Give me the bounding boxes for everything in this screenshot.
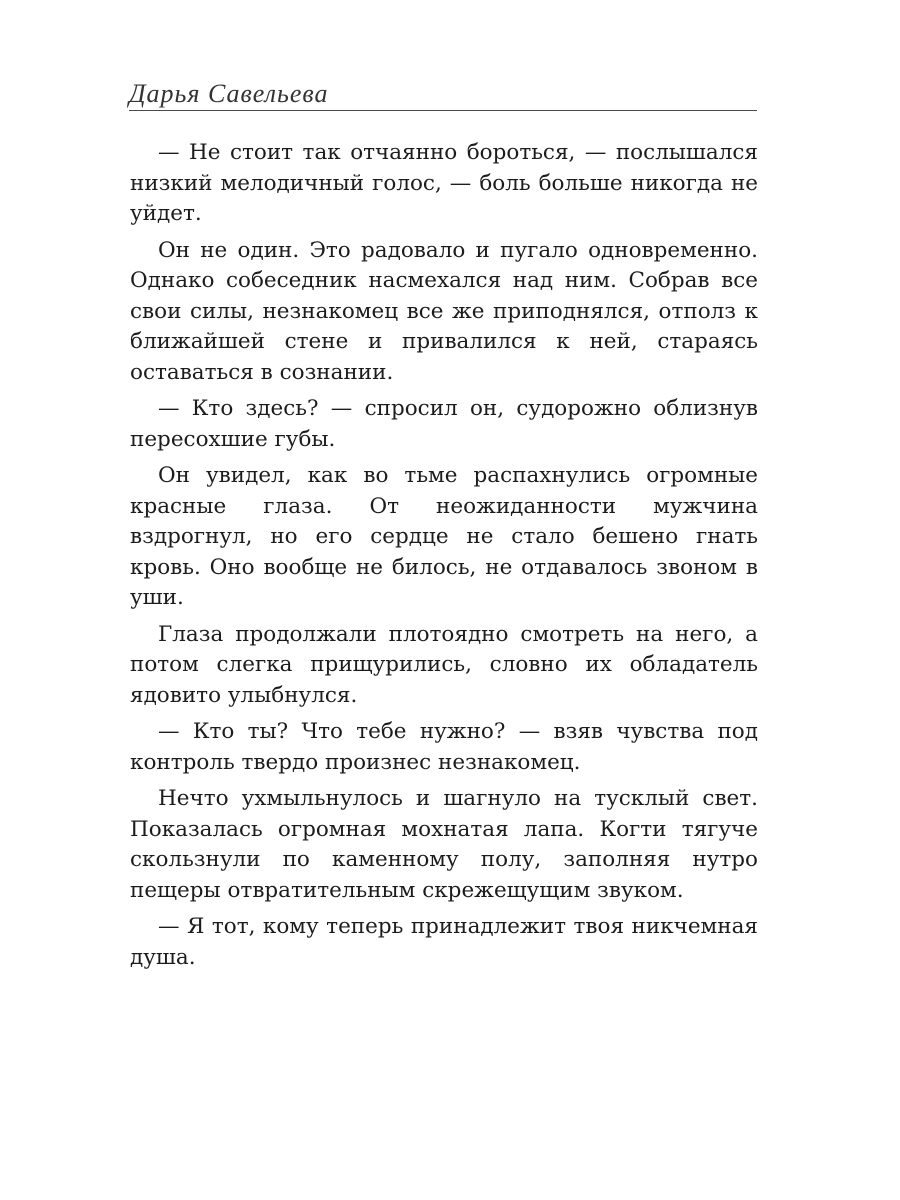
paragraph-7: Нечто ухмыльнулось и шагнуло на тусклый свет. Показалась огромная мохнатая лапа. Когти тягуче скользнули по каменному полу, заполняя нутро пещеры отвратительным скрежещущим звуком. [130, 786, 758, 903]
paragraph-5: Глаза продолжали плотоядно смотреть на него, а потом слегка прищурились, словно их обладатель ядовито улыбнулся. [130, 621, 758, 708]
paragraph-1: — Не стоит так отчаянно бороться, — послышался низкий мелодичный голос, — боль больше никогда не уйдет. [130, 140, 758, 226]
paragraph-4: Он увидел, как во тьме распахнулись огромные красные глаза. От неожиданности мужчина вздрогнул, но его сердце не стало бешено гнать кровь. Оно вообще не билось, не отдавалось звоном в уши. [130, 463, 758, 610]
paragraph-2: Он не один. Это радовало и пугало одновременно. Однако собеседник насмехался над ним. Собрав все свои силы, незнакомец все же приподнялся, отполз к ближайшей стене и привалился к ней, стараясь оставаться в сознании. [130, 237, 758, 385]
paragraph-6: — Кто ты? Что тебе нужно? — взяв чувства под контроль твердо произнес незнакомец. [130, 719, 758, 775]
paragraph-8: — Я тот, кому теперь принадлежит твоя никчемная душа. [130, 914, 758, 970]
paragraph-3: — Кто здесь? — спросил он, судорожно облизнув пересохшие губы. [130, 396, 758, 452]
running-header [129, 80, 757, 111]
body-text [130, 138, 758, 979]
author-name: Дарья Савельева [129, 79, 329, 108]
